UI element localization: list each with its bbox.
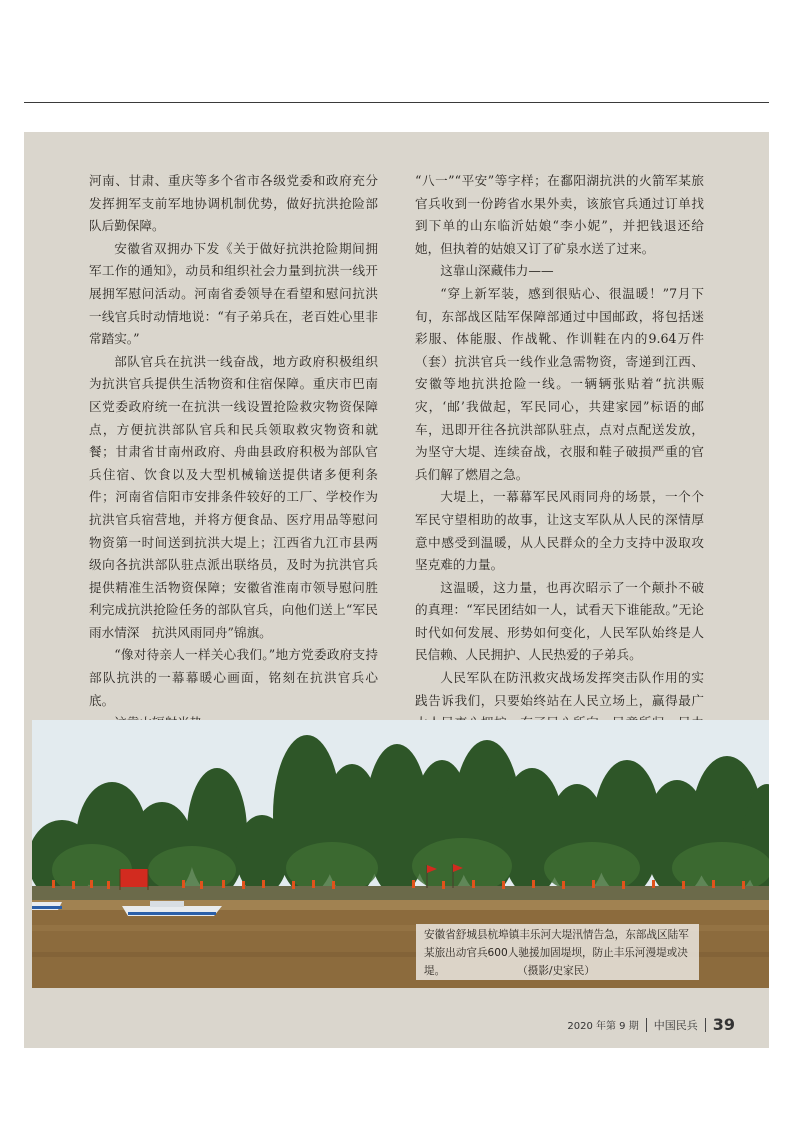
paragraph: “八一”“平安”等字样；在鄱阳湖抗洪的火箭军某旅官兵收到一份跨省水果外卖，该旅官兵通过订单找到下单的山东临沂姑娘“李小妮”，并把钱退还给她，但执着的姑娘又订了矿泉水送了过来。 [415, 173, 704, 256]
paragraph: “穿上新军装，感到很贴心、很温暖！”7月下旬，东部战区陆军保障部通过中国邮政，将包括迷彩服、体能服、作战靴、作训鞋在内的9.64万件（套）抗洪官兵一线作业急需物资，寄递到江西、安徽等地抗洪抢险一线。一辆辆张贴着“抗洪赈灾，‘邮’我做起，军民同心，共建家园”标语的邮车，迅即开往各抗洪部队驻点，点对点配送发放，为坚守大堤、连续奋战，衣服和鞋子破损严重的官兵们解了燃眉之急。 [415, 285, 704, 482]
paragraph: 这温暖，这力量，也再次昭示了一个颠扑不破的真理：“军民团结如一人，试看天下谁能敌。”无论时代如何发展、形势如何变化，人民军队始终是人民信赖、人民拥护、人民热爱的子弟兵。 [415, 579, 704, 663]
red-banner [120, 869, 148, 887]
magazine-name: 中国民兵 [653, 1018, 698, 1032]
right-column [415, 170, 704, 780]
header-rule [24, 102, 769, 103]
paragraph-text: 人民军队在防汛救灾战场发挥突击队作用的实践告诉我们，只要始终站在人民立场上，赢得最广 [415, 670, 704, 708]
article-panel [24, 132, 769, 1048]
caption-text: 安徽省舒城县杭埠镇丰乐河大堤汛情告急，东部战区陆军某旅出动官兵600人驰援加固堤坝，防止丰乐河漫堤或决堤。 [424, 929, 689, 977]
divider [646, 1018, 647, 1032]
page-number: 39 [712, 1015, 735, 1034]
paragraph: “像对待亲人一样关心我们。”地方党委政府支持部队抗洪的一幕幕暖心画面，铭刻在抗洪官兵心底。 [89, 647, 378, 708]
paragraph: 安徽省双拥办下发《关于做好抗洪抢险期间拥军工作的通知》，动员和组织社会力量到抗洪一线开展拥军慰问活动。河南省委领导在看望和慰问抗洪一线官兵时动情地说：“有子弟兵在，老百姓心里非常踏实。” [89, 240, 378, 347]
paragraph: 河南、甘肃、重庆等多个省市各级党委和政府充分发挥拥军支前军地协调机制优势，做好抗洪抢险部队后勤保障。 [89, 173, 378, 234]
section-subhead: 这靠山深藏伟力—— [440, 263, 554, 279]
paragraph: 部队官兵在抗洪一线奋战，地方政府积极组织为抗洪官兵提供生活物资和住宿保障。重庆市巴南区党委政府统一在抗洪一线设置抢险救灾物资保障点，方便抗洪部队官兵和民兵领取救灾物资和就餐；甘肃省甘南州政府、舟曲县政府积极为部队官兵住宿、饮食以及大型机械输送提供诸多便利条件；河南省信阳市安排条件较好的工厂、学校作为抗洪官兵宿营地，并将方便食品、医疗用品等慰问物资第一时间送到抗洪大堤上；江西省九江市县两级向各抗洪部队驻点派出联络员，及时为抗洪官兵提供精准生活物资保障；安徽省淮南市领导慰问胜利完成抗洪抢险任务的部队官兵，向他们送上“军民雨水情深 抗洪风雨同舟”锦旗。 [89, 353, 378, 640]
issue-label: 2020 年第 9 期 [567, 1021, 639, 1032]
boat [32, 902, 62, 910]
divider [705, 1018, 706, 1032]
photo-credit: （摄影/史家民） [517, 965, 595, 977]
paragraph: 大堤上，一幕幕军民风雨同舟的场景，一个个军民守望相助的故事，让这支军队从人民的深情厚意中感受到温暖，从人民群众的全力支持中汲取攻坚克难的力量。 [415, 489, 704, 573]
page-footer [567, 1015, 735, 1034]
photo-caption [416, 924, 699, 980]
flood-levee-photo [32, 720, 769, 988]
